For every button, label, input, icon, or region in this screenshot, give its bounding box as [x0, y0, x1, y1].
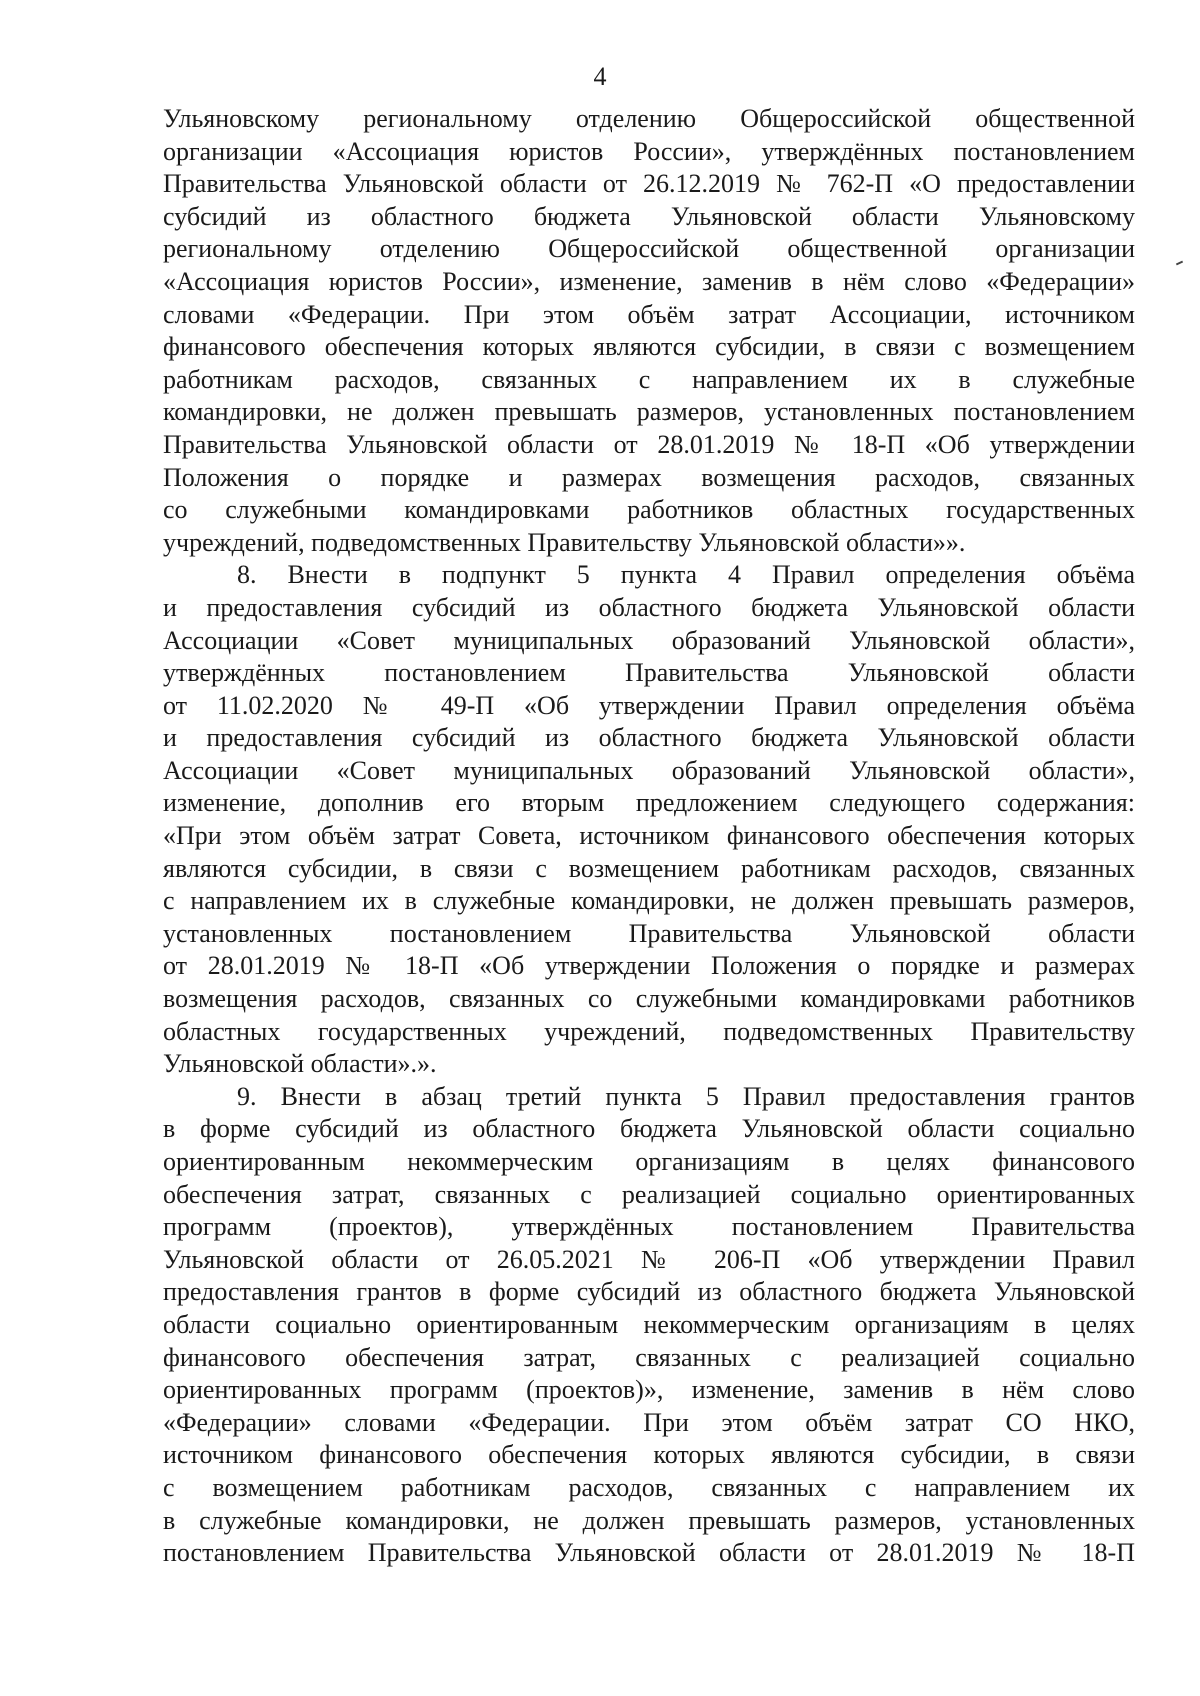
text-line: работникам расходов, связанных с направлением их в служебные	[163, 364, 1135, 394]
text-line: предоставления грантов в форме субсидий из областного бюджета Ульяновской	[163, 1277, 1135, 1307]
text-line: Правительства Ульяновской области от 28.01.2019 № 18-П «Об утверждении	[163, 429, 1135, 459]
page-number: 4	[593, 62, 607, 91]
text-line: установленных постановлением Правительства Ульяновской области	[163, 918, 1135, 948]
text-line: Ульяновской области».».	[163, 1049, 437, 1079]
text-line: финансового обеспечения затрат, связанных с реализацией социально	[163, 1342, 1135, 1372]
paragraph-9-first-line: 9. Внести в абзац третий пункта 5 Правил предоставления грантов	[237, 1081, 1135, 1111]
text-line: обеспечения затрат, связанных с реализацией социально ориентированных	[163, 1179, 1135, 1209]
text-line: с возмещением работникам расходов, связанных с направлением их	[163, 1472, 1135, 1502]
text-line: словами «Федерации. При этом объём затрат Ассоциации, источником	[163, 299, 1135, 329]
text-line: ориентированных программ (проектов)», изменение, заменив в нём слово	[163, 1375, 1135, 1405]
text-line: от 28.01.2019 № 18-П «Об утверждении Положения о порядке и размерах	[163, 951, 1135, 981]
margin-mark	[1176, 261, 1183, 266]
text-line: и предоставления субсидий из областного бюджета Ульяновской области	[163, 723, 1135, 753]
text-line: командировки, не должен превышать размеров, установленных постановлением	[163, 397, 1135, 427]
text-line: Ассоциации «Совет муниципальных образований Ульяновской области»,	[163, 625, 1135, 655]
text-line: Ульяновскому региональному отделению Общероссийской общественной	[163, 104, 1135, 133]
document-body	[163, 103, 1135, 1570]
text-line: со служебными командировками работников областных государственных	[163, 495, 1135, 525]
text-line: «Ассоциация юристов России», изменение, заменив в нём слово «Федерации»	[163, 266, 1135, 296]
text-line: с направлением их в служебные командировки, не должен превышать размеров,	[163, 886, 1135, 916]
text-line: в служебные командировки, не должен превышать размеров, установленных	[163, 1505, 1135, 1535]
text-line: источником финансового обеспечения которых являются субсидии, в связи	[163, 1440, 1135, 1470]
paragraph-8-first-line: 8. Внести в подпункт 5 пункта 4 Правил определения объёма	[237, 560, 1135, 590]
text-line: финансового обеспечения которых являются субсидии, в связи с возмещением	[163, 332, 1135, 362]
text-line: «При этом объём затрат Совета, источником финансового обеспечения которых	[163, 821, 1135, 851]
text-line: организации «Ассоциация юристов России», утверждённых постановлением	[163, 136, 1135, 166]
text-line: программ (проектов), утверждённых постановлением Правительства	[163, 1212, 1135, 1242]
text-line: области социально ориентированным некоммерческим организациям в целях	[163, 1309, 1135, 1339]
text-line: региональному отделению Общероссийской общественной организации	[163, 234, 1135, 264]
text-line: областных государственных учреждений, подведомственных Правительству	[163, 1016, 1135, 1046]
text-line: утверждённых постановлением Правительства Ульяновской области	[163, 658, 1135, 688]
text-line: Правительства Ульяновской области от 26.12.2019 № 762-П «О предоставлении	[163, 169, 1135, 199]
text-line: возмещения расходов, связанных со служебными командировками работников	[163, 984, 1135, 1014]
text-line: Ассоциации «Совет муниципальных образований Ульяновской области»,	[163, 755, 1135, 785]
text-line: изменение, дополнив его вторым предложением следующего содержания:	[163, 788, 1135, 818]
text-line: Положения о порядке и размерах возмещения расходов, связанных	[163, 462, 1135, 492]
text-line: от 11.02.2020 № 49-П «Об утверждении Правил определения объёма	[163, 690, 1135, 720]
text-line: учреждений, подведомственных Правительству Ульяновской области»».	[163, 527, 966, 557]
text-line: являются субсидии, в связи с возмещением работникам расходов, связанных	[163, 853, 1135, 883]
text-line: ориентированным некоммерческим организациям в целях финансового	[163, 1147, 1135, 1176]
text-line: постановлением Правительства Ульяновской области от 28.01.2019 № 18-П	[163, 1538, 1135, 1568]
text-line: Ульяновской области от 26.05.2021 № 206-П «Об утверждении Правил	[163, 1244, 1135, 1274]
text-line: и предоставления субсидий из областного бюджета Ульяновской области	[163, 592, 1135, 622]
text-line: в форме субсидий из областного бюджета Ульяновской области социально	[163, 1114, 1135, 1144]
text-line: субсидий из областного бюджета Ульяновской области Ульяновскому	[163, 201, 1135, 231]
text-line: «Федерации» словами «Федерации. При этом объём затрат СО НКО,	[163, 1407, 1135, 1437]
